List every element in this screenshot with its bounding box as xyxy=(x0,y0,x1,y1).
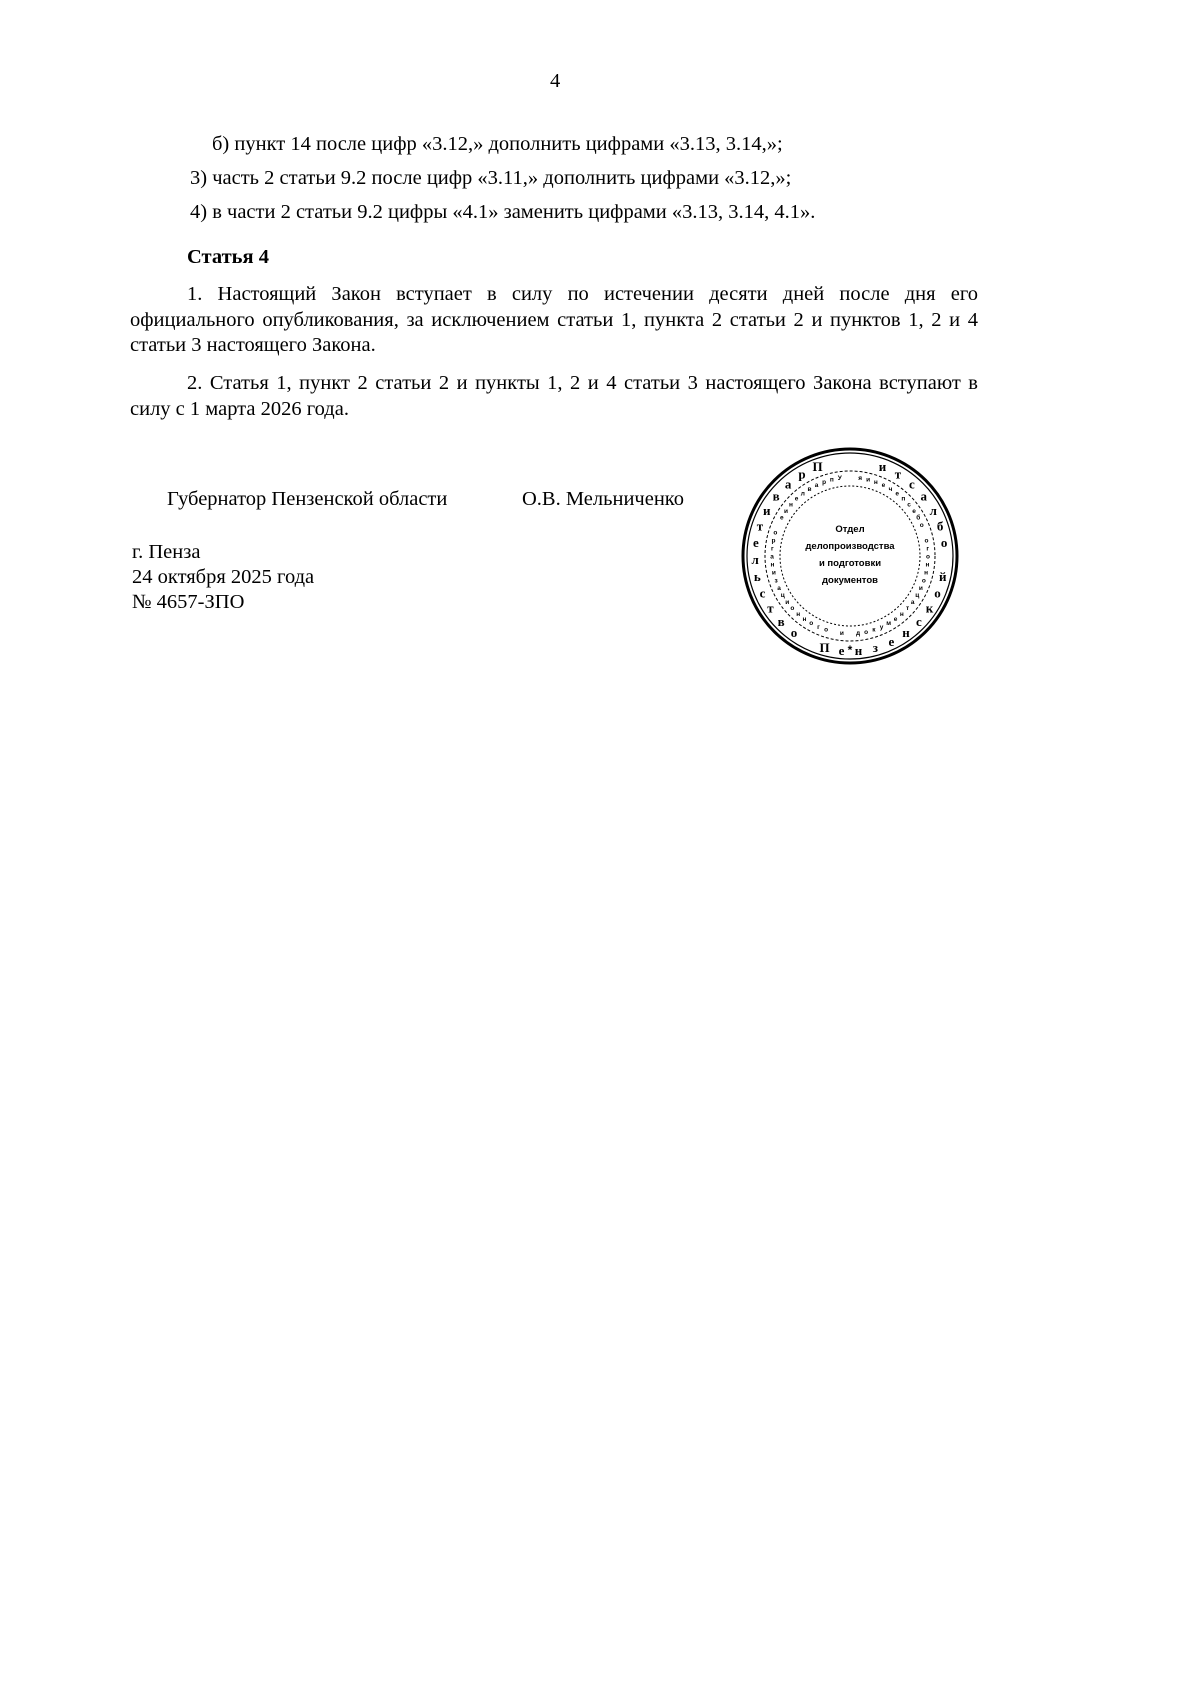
stamp-inner-char: н xyxy=(925,561,930,569)
stamp-inner-char: о xyxy=(919,522,924,529)
stamp-inner-char: н xyxy=(796,610,801,618)
stamp-inner-char: д xyxy=(856,630,861,638)
stamp-outer-char: и xyxy=(762,502,771,518)
stamp-inner-char: н xyxy=(802,615,807,623)
official-stamp xyxy=(740,446,960,666)
stamp-inner-char: о xyxy=(790,605,795,613)
stamp-inner-char: о xyxy=(926,553,930,561)
stamp-inner-char: п xyxy=(829,476,834,484)
stamp-inner-char: о xyxy=(924,537,929,545)
stamp-outer-char: й xyxy=(938,569,947,585)
stamp-outer-char: н xyxy=(902,625,910,641)
stamp-inner-char: е xyxy=(779,514,784,522)
stamp-inner-char: т xyxy=(906,605,910,613)
stamp-inner-char: У xyxy=(837,475,842,483)
stamp-inner-char: а xyxy=(777,584,781,592)
stamp-outer-char: н xyxy=(854,643,863,659)
stamp-outer-char: з xyxy=(872,640,879,656)
list-item: б) пункт 14 после цифр «3.12,» дополнить цифрами «3.13, 3.14,»; xyxy=(212,133,783,155)
stamp-inner-char: л xyxy=(800,490,805,498)
stamp-inner-char: и xyxy=(771,569,776,577)
stamp-outer-char: с xyxy=(909,476,915,492)
stamp-outer-char: в xyxy=(772,488,780,504)
stamp-inner-char: п xyxy=(901,495,906,503)
stamp-inner-char: з xyxy=(774,577,778,585)
stamp-outer-char: и xyxy=(878,459,887,475)
stamp-inner-char: о xyxy=(773,529,778,537)
stamp-inner-char: и xyxy=(839,630,844,638)
article-paragraph: 2. Статья 1, пункт 2 статьи 2 и пункты 1, 2 и 4 статьи 3 настоящего Закона вступают в силу с 1 марта 2026 года. xyxy=(130,372,978,420)
stamp-outer-char: е xyxy=(753,535,759,551)
stamp-inner-char: е xyxy=(881,482,886,489)
stamp-inner-char: а xyxy=(770,553,774,561)
stamp-inner-char: ц xyxy=(780,592,785,600)
stamp-inner-char: с xyxy=(907,501,911,509)
stamp-inner-char: р xyxy=(822,478,827,486)
stamp-inner-char: н xyxy=(789,501,793,509)
stamp-inner-char: о xyxy=(824,626,829,634)
stamp-outer-char: П xyxy=(819,640,830,656)
stamp-inner-char: я xyxy=(858,475,863,483)
stamp-outer-char: б xyxy=(936,518,944,534)
stamp-outer-char: л xyxy=(929,502,937,518)
stamp-inner-text xyxy=(770,475,930,637)
stamp-inner-char: н xyxy=(899,610,904,618)
stamp-outer-char: т xyxy=(767,600,774,616)
stamp-outer-char: р xyxy=(798,466,806,482)
stamp-outer-char: о xyxy=(940,535,948,551)
stamp-inner-char: н xyxy=(770,561,775,569)
stamp-inner-char: н xyxy=(924,569,929,577)
stamp-inner-char: в xyxy=(807,485,812,493)
article-paragraph: 1. Настоящий Закон вступает в силу по истечении десяти дней после дня его официального опубликования, за исключением статьи 1, пункта 2 статьи 2 и пунктов 1, 2 и 4 статьи 3 настоящего Закона. xyxy=(130,283,978,356)
stamp-outer-char: о xyxy=(790,625,798,641)
stamp-inner-char: и xyxy=(784,507,788,515)
stamp-outer-char: с xyxy=(759,585,766,601)
stamp-inner-char: е xyxy=(794,495,799,503)
stamp-outer-char: П xyxy=(812,459,823,475)
date: 24 октября 2025 года xyxy=(132,566,315,588)
stamp-center-line: и подготовки xyxy=(818,558,882,569)
stamp-inner-char: ч xyxy=(888,485,893,493)
page-number: 4 xyxy=(550,70,561,92)
stamp-outer-char: т xyxy=(756,518,764,534)
stamp-inner-char: е xyxy=(893,615,898,623)
document-number: № 4657-ЗПО xyxy=(132,591,245,613)
stamp-outer-char: в xyxy=(777,614,785,629)
stamp-outer-char: е xyxy=(888,634,895,649)
stamp-inner-char: р xyxy=(771,537,776,545)
city: г. Пенза xyxy=(132,541,201,563)
stamp-inner-char: о xyxy=(809,620,814,628)
stamp-inner-char: а xyxy=(814,482,819,489)
stamp-outer-char: к xyxy=(925,600,934,616)
stamp-center-line: делопроизводства xyxy=(805,541,895,552)
stamp-outer-char: а xyxy=(784,476,792,492)
stamp-inner-char: г xyxy=(817,623,820,631)
stamp-inner-char: к xyxy=(872,626,876,634)
stamp-inner-char: и xyxy=(918,584,923,592)
stamp-center-line: Отдел xyxy=(835,524,865,535)
stamp-outer-char: ь xyxy=(753,569,761,585)
stamp-outer-char: л xyxy=(751,552,759,568)
stamp-outer-char: о xyxy=(934,585,941,601)
stamp-inner-char: г xyxy=(770,545,774,553)
article-heading: Статья 4 xyxy=(187,246,269,268)
stamp-inner-char: е xyxy=(912,507,916,515)
signature-name: О.В. Мельниченко xyxy=(522,488,684,510)
stamp-outer-char: а xyxy=(920,488,928,504)
stamp-inner-char: м xyxy=(886,620,892,628)
stamp-inner-char: о xyxy=(864,628,869,636)
stamp-outer-char: е xyxy=(838,643,845,659)
stamp-inner-char: б xyxy=(916,514,921,522)
stamp-outer-char: с xyxy=(916,614,922,629)
stamp-inner-char: и xyxy=(866,476,871,484)
stamp-center-line: документов xyxy=(822,575,878,586)
list-item: 4) в части 2 статьи 9.2 цифры «4.1» заменить цифрами «3.13, 3.14, 4.1». xyxy=(190,201,816,223)
stamp-inner-char: н xyxy=(873,478,878,486)
stamp-inner-char: а xyxy=(910,598,915,606)
stamp-star-icon: * xyxy=(847,643,853,657)
signature-position: Губернатор Пензенской области xyxy=(167,488,448,510)
stamp-outer-char: т xyxy=(894,466,902,482)
list-item: 3) часть 2 статьи 9.2 после цифр «3.11,» дополнить цифрами «3.12,»; xyxy=(190,167,792,189)
stamp-inner-char: и xyxy=(785,598,790,606)
stamp-inner-char: о xyxy=(921,577,926,585)
stamp-inner-char: г xyxy=(926,545,930,553)
stamp-inner-char: е xyxy=(895,490,900,498)
stamp-inner-char: у xyxy=(879,623,884,631)
stamp-inner-char: ц xyxy=(915,592,920,600)
